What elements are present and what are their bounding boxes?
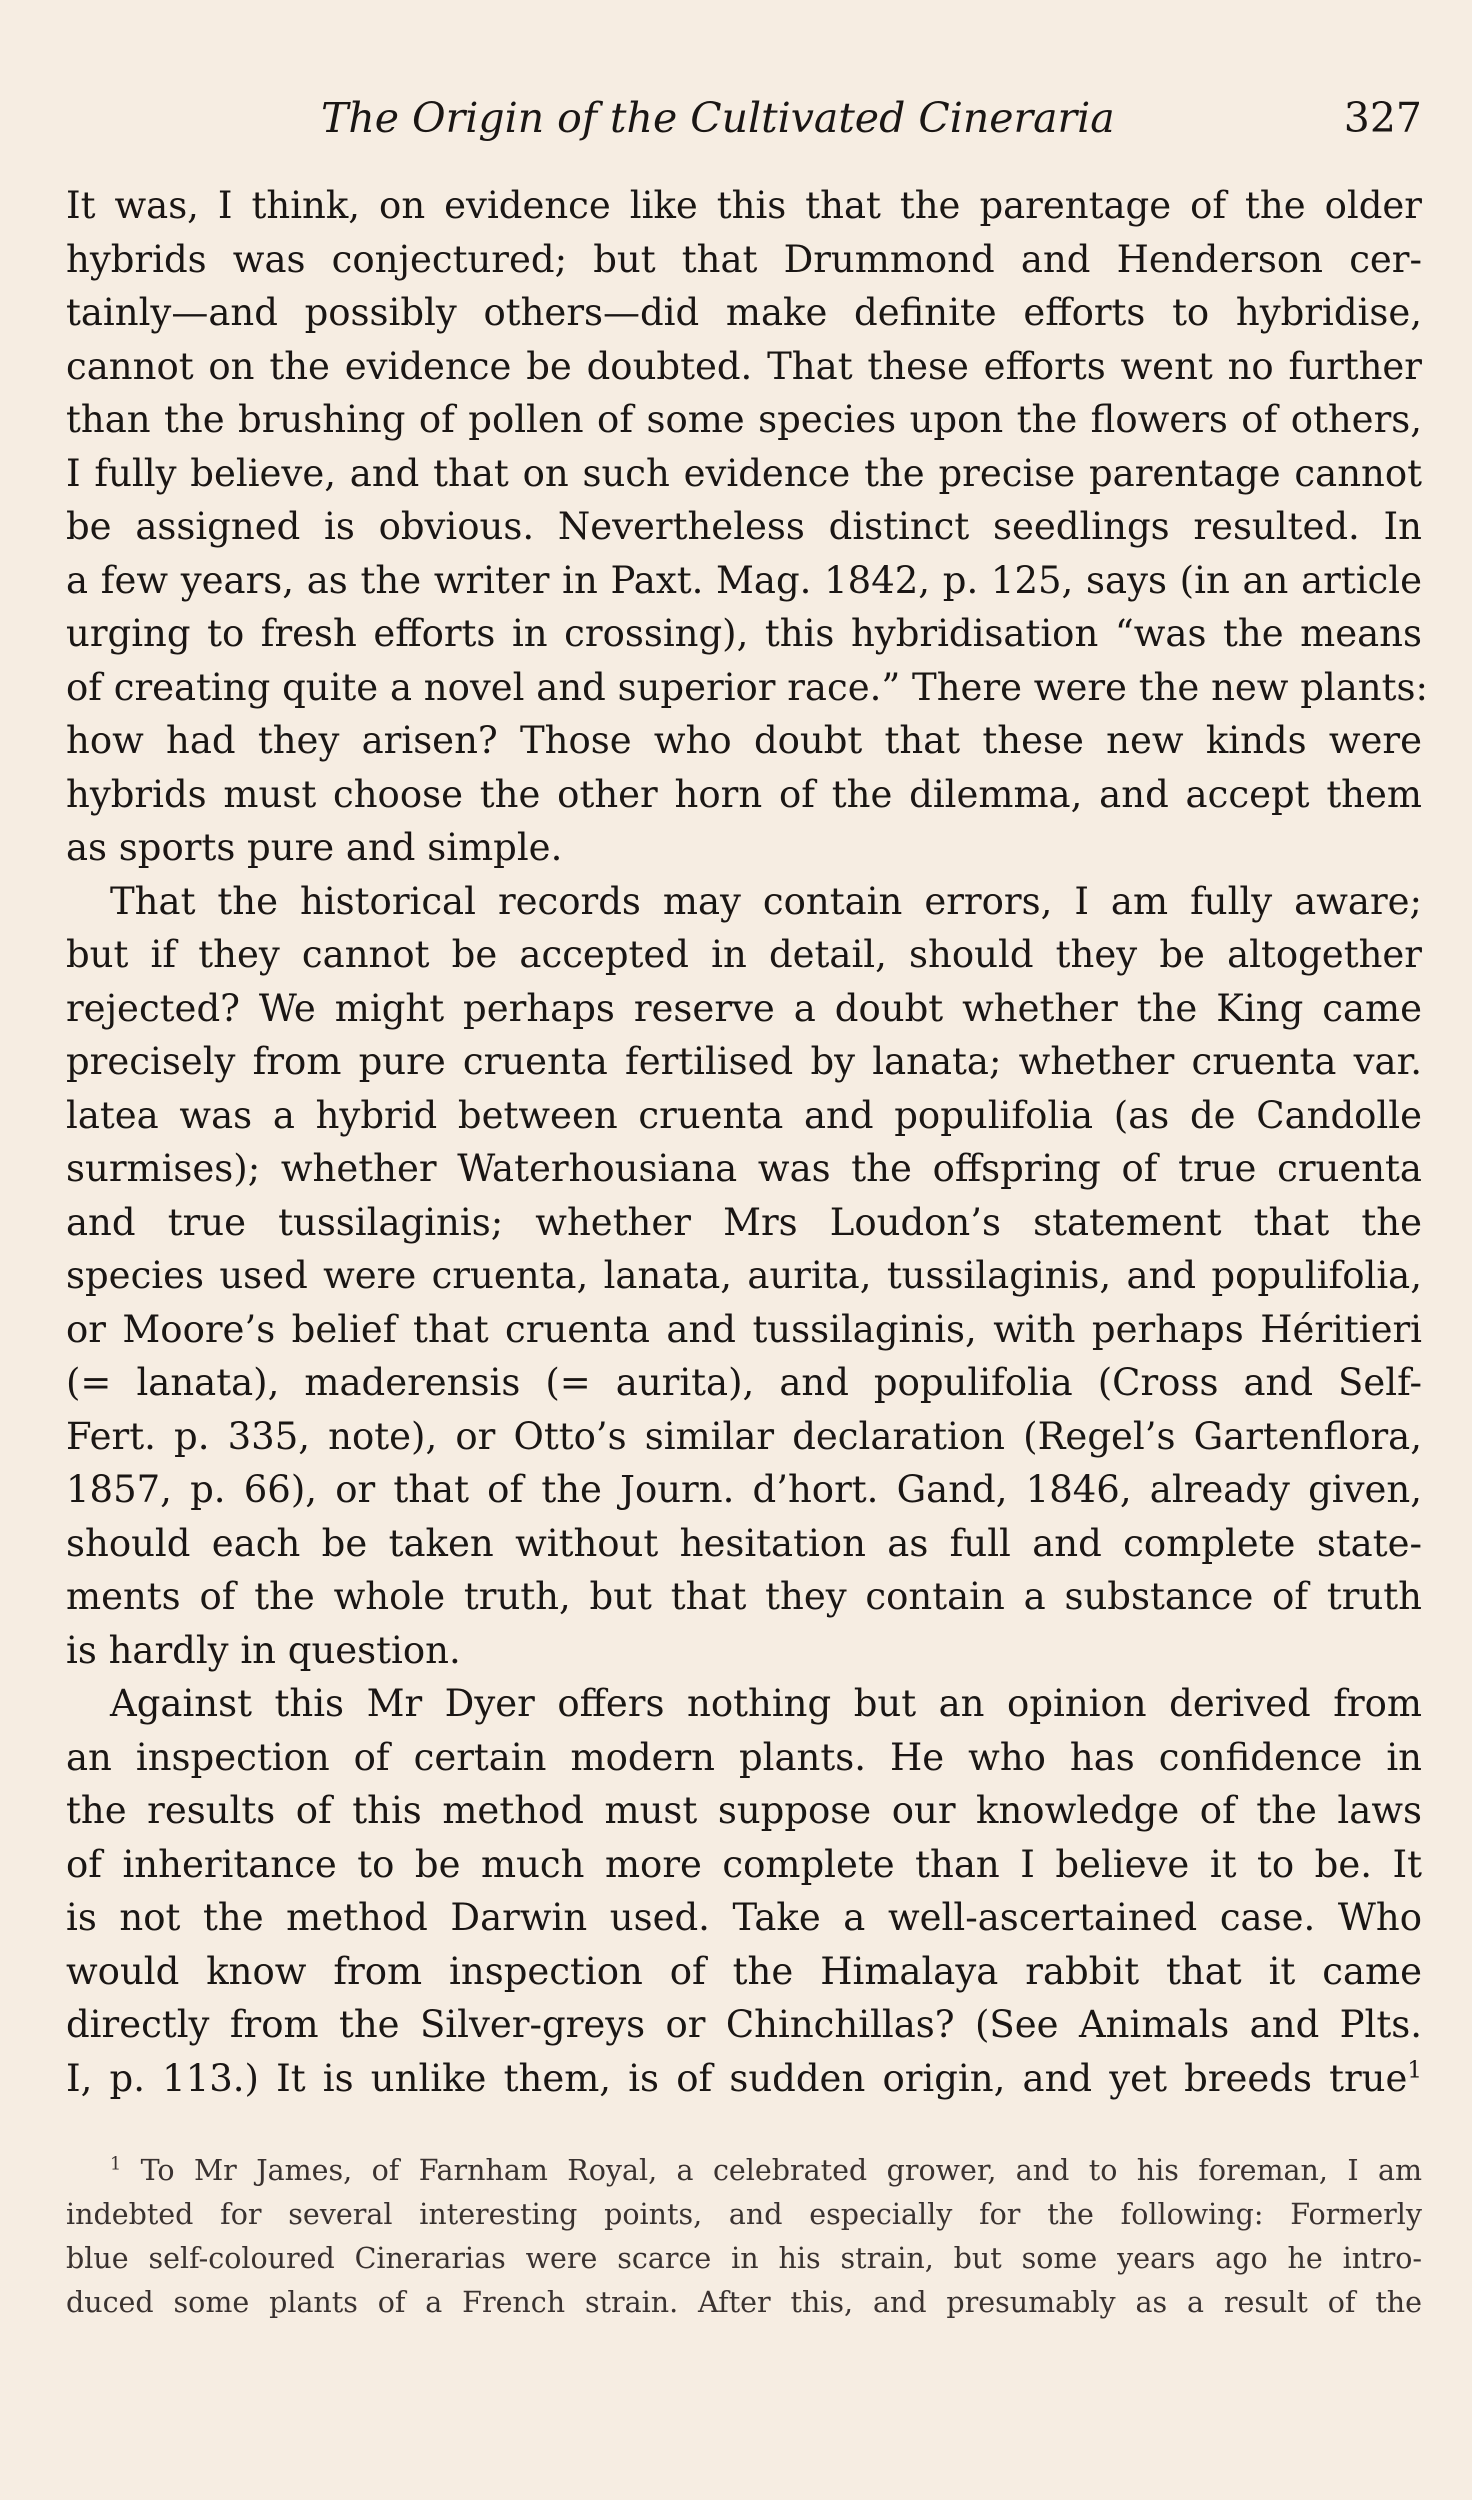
footnote-line: indebted for several interesting points, and especially for the following: Formerly bbox=[66, 2198, 1422, 2231]
text-line: 1857, p. 66), or that of the Journ. d’hort. Gand, 1846, already given, bbox=[66, 1468, 1422, 1511]
text-line: hybrids was conjectured; but that Drummond and Henderson cer- bbox=[66, 237, 1422, 281]
text-line: how had they arisen? Those who doubt that these new kinds were bbox=[66, 719, 1422, 762]
text-line: cannot on the evidence be doubted. That these efforts went no further bbox=[66, 344, 1422, 388]
footnote bbox=[66, 2149, 1422, 2325]
text-line: than the brushing of pollen of some species upon the flowers of others, bbox=[66, 398, 1422, 441]
main-text bbox=[66, 179, 1428, 2105]
text-line bbox=[66, 2052, 1422, 2106]
text-line: I fully believe, and that on such evidence the precise parentage cannot bbox=[66, 451, 1422, 495]
footnote-line: blue self-coloured Cinerarias were scarce in his strain, but some years ago he intro- bbox=[66, 2242, 1422, 2275]
text-line: of inheritance to be much more complete than I believe it to be. It bbox=[66, 1842, 1422, 1886]
text-line: Fert. p. 335, note), or Otto’s similar declaration (Regel’s Gartenflora, bbox=[66, 1414, 1422, 1458]
text-line: the results of this method must suppose our knowledge of the laws bbox=[66, 1789, 1422, 1832]
text-line: would know from inspection of the Himalaya rabbit that it came bbox=[66, 1949, 1422, 1993]
footnote-line-content: To Mr James, of Farnham Royal, a celebrated grower, and to his foreman, I am bbox=[140, 2154, 1422, 2187]
running-title: The Origin of the Cultivated Cineraria bbox=[321, 94, 1115, 142]
footnote-marker: 1 bbox=[110, 2154, 122, 2175]
text-line-content: I, p. 113.) It is unlike them, is of sudden origin, and yet breeds true bbox=[66, 2056, 1408, 2100]
text-line: should each be taken without hesitation as full and complete state- bbox=[66, 1521, 1422, 1565]
text-line: is not the method Darwin used. Take a well-ascertained case. Who bbox=[66, 1896, 1422, 1939]
running-header bbox=[66, 90, 1422, 146]
text-line: is hardly in question. bbox=[66, 1628, 461, 1672]
paragraph-3 bbox=[66, 1677, 1422, 2105]
footnote-line bbox=[66, 2149, 1422, 2193]
text-line: latea was a hybrid between cruenta and populifolia (as de Candolle bbox=[66, 1093, 1422, 1137]
text-line: precisely from pure cruenta fertilised by lanata; whether cruenta var. bbox=[66, 1040, 1422, 1083]
paragraph-1 bbox=[66, 179, 1428, 875]
paragraph-2 bbox=[66, 875, 1422, 1678]
text-line: of creating quite a novel and superior race.” There were the new plants: bbox=[66, 665, 1428, 709]
text-line: directly from the Silver-greys or Chinchillas? (See Animals and Plts. bbox=[66, 2003, 1422, 2046]
text-line: and true tussilaginis; whether Mrs Loudon’s statement that the bbox=[66, 1200, 1422, 1244]
footnote-reference: 1 bbox=[1407, 2057, 1422, 2084]
text-line: That the historical records may contain errors, I am fully aware; bbox=[110, 879, 1422, 923]
text-line: a few years, as the writer in Paxt. Mag. 1842, p. 125, says (in an article bbox=[66, 558, 1422, 602]
text-line: ments of the whole truth, but that they contain a substance of truth bbox=[66, 1575, 1422, 1618]
text-line: be assigned is obvious. Nevertheless distinct seedlings resulted. In bbox=[66, 505, 1422, 548]
text-line: but if they cannot be accepted in detail, should they be altogether bbox=[66, 933, 1422, 976]
text-line: surmises); whether Waterhousiana was the offspring of true cruenta bbox=[66, 1147, 1422, 1190]
text-line: tainly—and possibly others—did make definite efforts to hybridise, bbox=[66, 291, 1422, 334]
footnote-line: duced some plants of a French strain. After this, and presumably as a result of the bbox=[66, 2286, 1422, 2319]
text-line: rejected? We might perhaps reserve a doubt whether the King came bbox=[66, 986, 1422, 1030]
text-line: (= lanata), maderensis (= aurita), and populifolia (Cross and Self- bbox=[66, 1361, 1422, 1404]
text-line: Against this Mr Dyer offers nothing but an opinion derived from bbox=[110, 1682, 1422, 1725]
text-line: as sports pure and simple. bbox=[66, 826, 563, 869]
text-line: an inspection of certain modern plants. He who has confidence in bbox=[66, 1735, 1422, 1779]
page-number: 327 bbox=[1343, 94, 1422, 142]
text-line: hybrids must choose the other horn of the dilemma, and accept them bbox=[66, 772, 1422, 816]
text-line: urging to fresh efforts in crossing), this hybridisation “was the means bbox=[66, 612, 1422, 655]
text-line: It was, I think, on evidence like this that the parentage of the older bbox=[66, 184, 1422, 227]
text-line: or Moore’s belief that cruenta and tussilaginis, with perhaps Héritieri bbox=[66, 1307, 1422, 1351]
text-line: species used were cruenta, lanata, aurita, tussilaginis, and populifolia, bbox=[66, 1254, 1422, 1297]
